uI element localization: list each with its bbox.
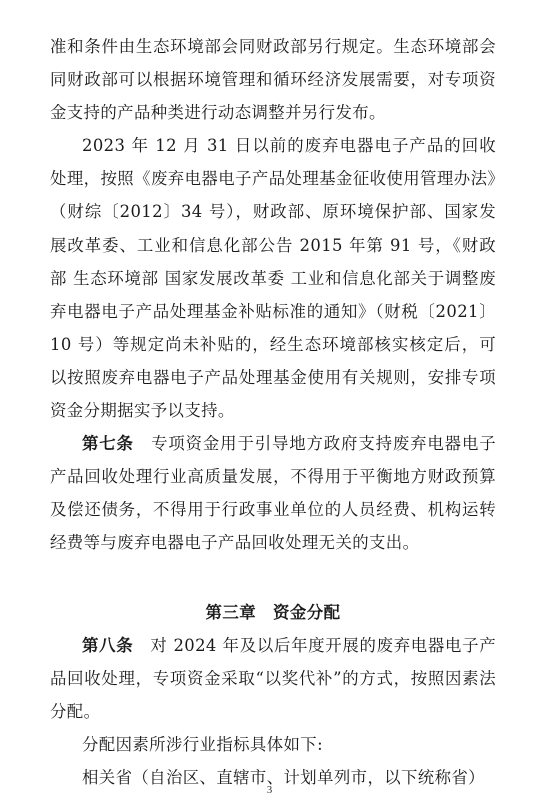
article-7-heading: 第七条 [82,434,134,454]
article-8 [50,629,496,728]
article-8-heading: 第八条 [82,635,134,655]
factors-intro: 分配因素所涉行业指标具体如下: [82,734,323,754]
page-number: 3 [266,784,273,796]
paragraph-continuation: 准和条件由生态环境部会同财政部另行规定。生态环境部会同财政部可以根据环境管理和循环经济发展需要，对专项资金支持的产品种类进行动态调整并另行发布。 [50,37,496,123]
document-body [50,30,496,794]
article-7 [50,427,496,559]
article-7-body: 专项资金用于引导地方政府支持废弃电器电子产品回收处理行业高质量发展，不得用于平衡地方财政预算及偿还债务，不得用于行政事业单位的人员经费、机构运转经费等与废弃电器电子产品回收处理无关的支出。 [50,434,497,553]
paragraph-pre-2024-subsidy: 2023 年 12 月 31 日以前的废弃电器电子产品的回收处理，按照《废弃电器电子产品处理基金征收使用管理办法》（财综〔2012〕34 号），财政部、原环境保护部、国家发展改革委、工业和信息化部公告 2015 年第 91 号，《财政部 生态环境部 国家发展改革委 工业和信息化部关于调整废弃电器电子产品处理基金补贴标准的通知》（财税〔2021〕10 号）等规定尚未补贴的，经生态环境部核实核定后，可以按照废弃电器电子产品处理基金使用有关规则，安排专项资金分期据实予以支持。 [50,136,496,421]
article-8-body: 对 2024 年及以后年度开展的废弃电器电子产品回收处理，专项资金采取“以奖代补”的方式，按照因素法分配。 [50,635,496,721]
chapter-title: 第三章 资金分配 [205,602,341,622]
factors-first-line: 相关省（自治区、直辖市、计划单列市，以下统称省） [82,767,485,787]
